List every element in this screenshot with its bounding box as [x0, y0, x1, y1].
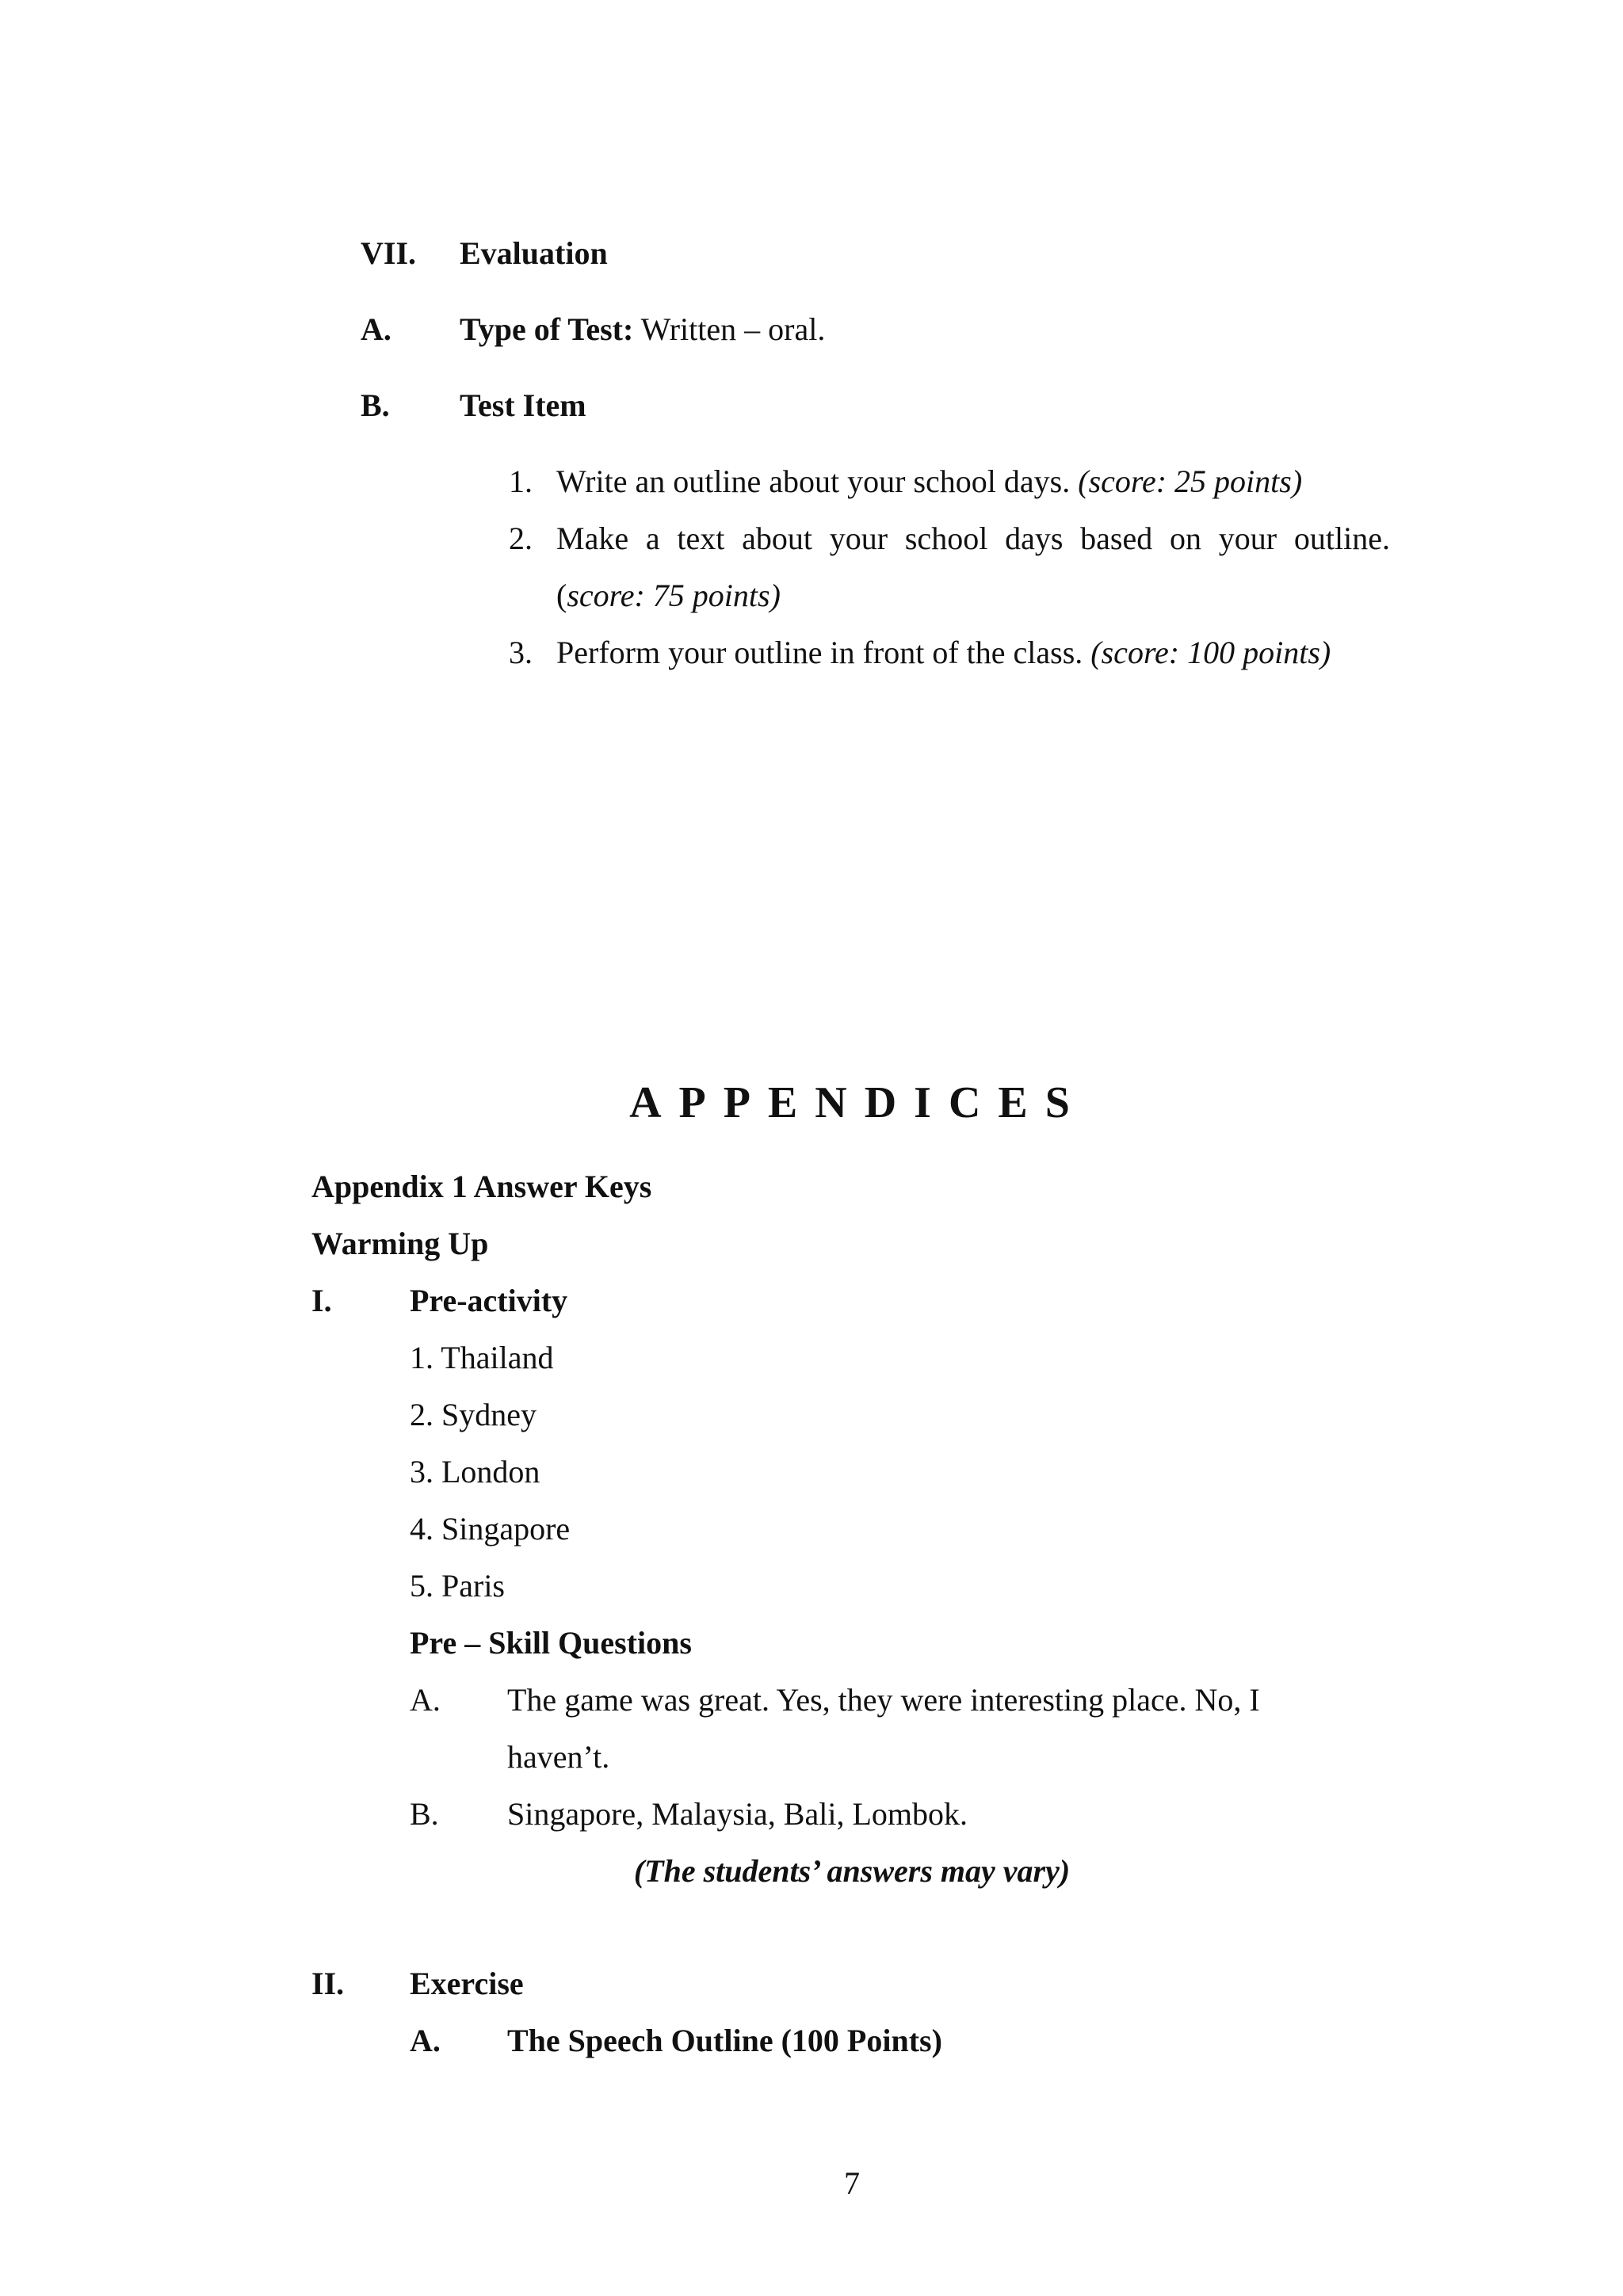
test-item-3 [556, 637, 1331, 669]
exercise-a-label: A. [410, 2023, 441, 2058]
test-item-2-number: 2. [509, 521, 533, 556]
answer-4: 4. Singapore [410, 1511, 571, 1547]
test-item-1-score: (score: 25 points) [1078, 463, 1303, 499]
pre-skill-a-line-1: The game was great. Yes, they were interesting place. No, I [507, 1682, 1260, 1718]
answer-5: 5. Paris [410, 1568, 505, 1604]
answer-3: 3. London [410, 1454, 540, 1489]
answer-2: 2. Sydney [410, 1397, 537, 1432]
exercise-heading: Exercise [410, 1966, 524, 2001]
appendices-title: APPENDICES [629, 1078, 1087, 1127]
answers-may-vary-note: (The students’ answers may vary) [633, 1853, 1071, 1889]
pre-skill-a-label: A. [410, 1682, 441, 1718]
section-number-vii: VII. [361, 235, 417, 271]
test-item-1 [556, 463, 1303, 499]
section-number-ii: II. [311, 1966, 345, 2001]
warming-up-heading: Warming Up [311, 1226, 489, 1261]
type-of-test-label: Type of Test: [460, 311, 634, 347]
test-item-3-score: (score: 100 points) [1090, 635, 1331, 670]
speech-outline-heading: The Speech Outline (100 Points) [507, 2023, 942, 2058]
test-item-2-score: score: 75 points) [567, 578, 781, 613]
test-item-heading: Test Item [460, 387, 586, 423]
pre-skill-questions-heading: Pre – Skill Questions [410, 1625, 692, 1661]
test-item-3-text: Perform your outline in front of the class. [556, 635, 1083, 670]
test-item-2-text: Make a text about your school days based on your outline. [556, 521, 1390, 556]
answer-1: 1. Thailand [410, 1340, 554, 1375]
test-item-2-score-line [556, 580, 781, 612]
pre-skill-b-text: Singapore, Malaysia, Bali, Lombok. [507, 1796, 968, 1832]
test-item-2-paren: ( [556, 578, 567, 613]
test-item-3-number: 3. [509, 635, 533, 670]
section-number-i: I. [311, 1283, 332, 1318]
test-item-1-number: 1. [509, 463, 533, 499]
evaluation-a-label: A. [361, 311, 391, 347]
pre-activity-heading: Pre-activity [410, 1283, 568, 1318]
appendix-1-title: Appendix 1 Answer Keys [311, 1169, 652, 1204]
type-of-test-line [460, 311, 826, 347]
pre-skill-a-line-2: haven’t. [507, 1739, 610, 1775]
pre-skill-b-label: B. [410, 1796, 439, 1832]
test-item-1-text: Write an outline about your school days. [556, 463, 1071, 499]
page-number: 7 [844, 2165, 860, 2201]
evaluation-b-label: B. [361, 387, 390, 423]
evaluation-heading: Evaluation [460, 235, 608, 271]
type-of-test-value: Written – oral. [640, 311, 826, 347]
